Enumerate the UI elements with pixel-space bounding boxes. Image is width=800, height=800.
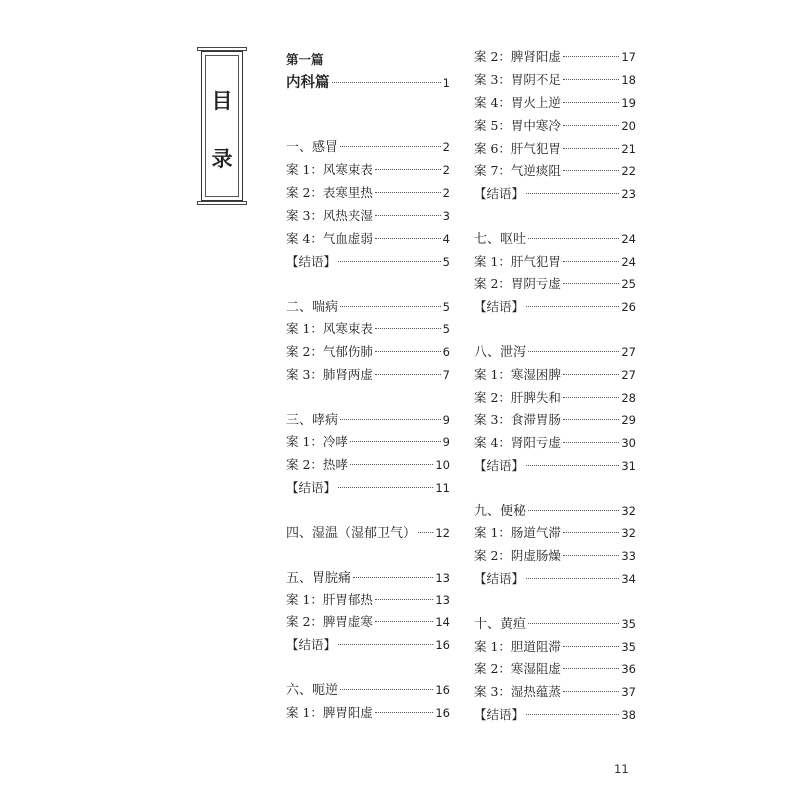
toc-chapter-entry[interactable]: [474, 342, 636, 362]
toc-summary-entry[interactable]: [286, 252, 450, 272]
entry-page-number: 6: [442, 345, 450, 359]
toc-case-entry[interactable]: [474, 70, 636, 90]
toc-title-char-1: 目: [211, 89, 233, 113]
toc-case-entry[interactable]: [286, 183, 450, 203]
leader-dots: [332, 82, 441, 83]
entry-page-number: 17: [621, 50, 636, 64]
entry-page-number: 25: [621, 277, 636, 291]
leader-dots: [375, 712, 433, 713]
entry-page-number: 32: [621, 526, 636, 540]
entry-page-number: 24: [621, 232, 636, 246]
leader-dots: [340, 689, 433, 690]
entry-page-number: 16: [435, 706, 450, 720]
entry-title: 案 1：肠道气滞: [474, 525, 561, 540]
part-title-page: 1: [442, 76, 450, 90]
leader-dots: [563, 283, 619, 284]
entry-title: 案 1：风寒束表: [286, 321, 373, 336]
leader-dots: [563, 56, 619, 57]
entry-title: 【结语】: [474, 458, 525, 473]
leader-dots: [375, 351, 441, 352]
entry-page-number: 29: [621, 413, 636, 427]
toc-case-entry[interactable]: [286, 342, 450, 362]
toc-summary-entry[interactable]: [474, 569, 636, 589]
entry-title: 案 4：气血虚弱: [286, 231, 373, 246]
toc-case-entry[interactable]: [474, 433, 636, 453]
toc-summary-entry[interactable]: [286, 635, 450, 655]
entry-title: 二、喘病: [286, 300, 339, 315]
entry-title: 案 4：胃火上逆: [474, 95, 561, 110]
entry-title: 案 6：肝气犯胃: [474, 141, 561, 156]
entry-page-number: 3: [442, 209, 450, 223]
toc-case-entry[interactable]: [474, 410, 636, 430]
leader-dots: [528, 351, 619, 352]
entry-title: 【结语】: [286, 637, 337, 652]
part-title-entry[interactable]: [286, 73, 450, 93]
leader-dots: [340, 306, 441, 307]
entry-page-number: 26: [621, 300, 636, 314]
scroll-bottom-rod: [197, 201, 247, 205]
entry-title: 【结语】: [474, 186, 525, 201]
toc-case-entry[interactable]: [286, 455, 450, 475]
toc-case-entry[interactable]: [474, 93, 636, 113]
toc-case-entry[interactable]: [474, 139, 636, 159]
toc-chapter-entry[interactable]: [286, 297, 450, 317]
leader-dots: [526, 714, 619, 715]
entry-title: 案 3：胃阴不足: [474, 72, 561, 87]
entry-title: 四、湿温（湿郁卫气）: [286, 526, 417, 541]
leader-dots: [526, 306, 619, 307]
entry-title: 案 2：寒湿阻虚: [474, 661, 561, 676]
leader-dots: [375, 192, 441, 193]
entry-page-number: 38: [621, 708, 636, 722]
entry-title: 案 2：气郁伤肺: [286, 344, 373, 359]
toc-title-char-2: 录: [211, 147, 233, 171]
toc-summary-entry[interactable]: [474, 456, 636, 476]
entry-title: 案 2：胃阴亏虚: [474, 276, 561, 291]
entry-title: 案 2：表寒里热: [286, 185, 373, 200]
entry-page-number: 7: [442, 368, 450, 382]
leader-dots: [338, 487, 433, 488]
leader-dots: [563, 646, 619, 647]
toc-case-entry[interactable]: [286, 319, 450, 339]
toc-case-entry[interactable]: [474, 116, 636, 136]
toc-case-entry[interactable]: [474, 523, 636, 543]
entry-page-number: 24: [621, 255, 636, 269]
toc-case-entry[interactable]: [474, 388, 636, 408]
entry-page-number: 13: [435, 571, 450, 585]
toc-summary-entry[interactable]: [474, 297, 636, 317]
toc-case-entry[interactable]: [286, 229, 450, 249]
entry-title: 案 1：寒湿困脾: [474, 367, 561, 382]
leader-dots: [563, 170, 619, 171]
toc-summary-entry[interactable]: [474, 184, 636, 204]
entry-page-number: 5: [442, 322, 450, 336]
entry-page-number: 9: [442, 413, 450, 427]
leader-dots: [375, 374, 441, 375]
entry-page-number: 30: [621, 436, 636, 450]
toc-case-entry[interactable]: [286, 432, 450, 452]
toc-case-entry[interactable]: [286, 703, 450, 723]
leader-dots: [528, 510, 619, 511]
entry-title: 案 1：肝胃郁热: [286, 592, 373, 607]
toc-case-entry[interactable]: [474, 274, 636, 294]
leader-dots: [563, 442, 619, 443]
entry-page-number: 20: [621, 119, 636, 133]
leader-dots: [340, 419, 441, 420]
entry-page-number: 14: [435, 615, 450, 629]
entry-title: 案 2：肝脾失和: [474, 390, 561, 405]
entry-title: 六、呃逆: [286, 683, 339, 698]
leader-dots: [350, 441, 441, 442]
entry-page-number: 5: [442, 255, 450, 269]
entry-title: 案 1：胆道阻滞: [474, 639, 561, 654]
leader-dots: [563, 79, 619, 80]
entry-title: 案 3：风热夹湿: [286, 208, 373, 223]
entry-title: 【结语】: [474, 707, 525, 722]
entry-page-number: 33: [621, 549, 636, 563]
toc-case-entry[interactable]: [286, 206, 450, 226]
toc-chapter-entry[interactable]: [474, 501, 636, 521]
leader-dots: [375, 599, 433, 600]
part-title: 内科篇: [286, 75, 330, 91]
leader-dots: [418, 532, 433, 533]
entry-page-number: 16: [435, 638, 450, 652]
entry-page-number: 34: [621, 572, 636, 586]
entry-page-number: 22: [621, 164, 636, 178]
entry-page-number: 19: [621, 96, 636, 110]
entry-page-number: 35: [621, 640, 636, 654]
entry-title: 【结语】: [286, 480, 337, 495]
entry-title: 案 1：冷哮: [286, 434, 348, 449]
leader-dots: [338, 261, 441, 262]
entry-page-number: 37: [621, 685, 636, 699]
entry-title: 七、呕吐: [474, 232, 527, 247]
leader-dots: [375, 328, 441, 329]
toc-case-entry[interactable]: [286, 590, 450, 610]
toc-chapter-entry[interactable]: [286, 137, 450, 157]
toc-chapter-entry[interactable]: [286, 568, 450, 588]
entry-title: 案 1：脾胃阳虚: [286, 705, 373, 720]
leader-dots: [338, 644, 433, 645]
entry-page-number: 5: [442, 300, 450, 314]
entry-title: 【结语】: [474, 571, 525, 586]
leader-dots: [528, 238, 619, 239]
entry-page-number: 16: [435, 683, 450, 697]
leader-dots: [563, 419, 619, 420]
leader-dots: [528, 623, 619, 624]
entry-page-number: 2: [442, 186, 450, 200]
leader-dots: [526, 193, 619, 194]
entry-page-number: 13: [435, 593, 450, 607]
entry-title: 十、黄疸: [474, 617, 527, 632]
leader-dots: [350, 464, 433, 465]
entry-title: 案 2：热哮: [286, 457, 348, 472]
scroll-frame: [201, 51, 243, 201]
toc-chapter-entry[interactable]: [286, 523, 450, 543]
leader-dots: [563, 148, 619, 149]
toc-case-entry[interactable]: [474, 161, 636, 181]
toc-chapter-entry[interactable]: [474, 229, 636, 249]
entry-title: 五、胃脘痛: [286, 571, 352, 586]
entry-page-number: 23: [621, 187, 636, 201]
entry-page-number: 27: [621, 368, 636, 382]
toc-case-entry[interactable]: [474, 637, 636, 657]
toc-summary-entry[interactable]: [474, 705, 636, 725]
entry-page-number: 28: [621, 391, 636, 405]
entry-page-number: 18: [621, 73, 636, 87]
entry-page-number: 31: [621, 459, 636, 473]
toc-case-entry[interactable]: [286, 612, 450, 632]
entry-title: 案 3：食滞胃肠: [474, 412, 561, 427]
entry-title: 八、泄泻: [474, 345, 527, 360]
entry-title: 案 2：脾胃虚寒: [286, 614, 373, 629]
entry-title: 九、便秘: [474, 504, 527, 519]
leader-dots: [340, 146, 441, 147]
entry-page-number: 35: [621, 617, 636, 631]
page-number: 11: [614, 762, 629, 776]
leader-dots: [563, 668, 619, 669]
leader-dots: [526, 465, 619, 466]
leader-dots: [353, 577, 433, 578]
leader-dots: [563, 397, 619, 398]
entry-title: 【结语】: [474, 299, 525, 314]
leader-dots: [563, 261, 619, 262]
entry-title: 案 2：阴虚肠燥: [474, 548, 561, 563]
toc-case-entry[interactable]: [474, 659, 636, 679]
toc-summary-entry[interactable]: [286, 478, 450, 498]
entry-title: 案 5：胃中寒冷: [474, 118, 561, 133]
leader-dots: [375, 621, 433, 622]
entry-page-number: 27: [621, 345, 636, 359]
entry-page-number: 21: [621, 142, 636, 156]
entry-page-number: 4: [442, 232, 450, 246]
toc-case-entry[interactable]: [286, 160, 450, 180]
entry-title: 案 3：肺肾两虚: [286, 367, 373, 382]
entry-title: 案 1：肝气犯胃: [474, 254, 561, 269]
leader-dots: [563, 374, 619, 375]
entry-page-number: 36: [621, 662, 636, 676]
toc-title-scroll: [197, 47, 247, 205]
entry-title: 案 2：脾肾阳虚: [474, 49, 561, 64]
toc-chapter-entry[interactable]: [474, 614, 636, 634]
part-label: 第一篇: [286, 52, 324, 67]
entry-title: 三、哮病: [286, 413, 339, 428]
entry-page-number: 11: [435, 481, 450, 495]
leader-dots: [375, 169, 441, 170]
scroll-inner-frame: [205, 55, 239, 197]
entry-title: 一、感冒: [286, 140, 339, 155]
entry-title: 案 3：湿热蕴蒸: [474, 684, 561, 699]
toc-chapter-entry[interactable]: [286, 410, 450, 430]
entry-page-number: 10: [435, 458, 450, 472]
leader-dots: [563, 532, 619, 533]
toc-case-entry[interactable]: [474, 365, 636, 385]
leader-dots: [563, 555, 619, 556]
entry-page-number: 9: [442, 435, 450, 449]
toc-case-entry[interactable]: [474, 682, 636, 702]
leader-dots: [375, 238, 441, 239]
entry-page-number: 32: [621, 504, 636, 518]
leader-dots: [526, 578, 619, 579]
leader-dots: [563, 102, 619, 103]
entry-title: 案 4：肾阳亏虚: [474, 435, 561, 450]
toc-chapter-entry[interactable]: [286, 680, 450, 700]
leader-dots: [563, 125, 619, 126]
toc-case-entry[interactable]: [474, 546, 636, 566]
toc-case-entry[interactable]: [474, 252, 636, 272]
entry-title: 案 1：风寒束表: [286, 162, 373, 177]
entry-page-number: 12: [435, 526, 450, 540]
entry-title: 案 7：气逆痰阻: [474, 163, 561, 178]
toc-case-entry[interactable]: [286, 365, 450, 385]
entry-title: 【结语】: [286, 254, 337, 269]
leader-dots: [563, 691, 619, 692]
entry-page-number: 2: [442, 140, 450, 154]
toc-case-entry[interactable]: [474, 47, 636, 67]
entry-page-number: 2: [442, 163, 450, 177]
leader-dots: [375, 215, 441, 216]
